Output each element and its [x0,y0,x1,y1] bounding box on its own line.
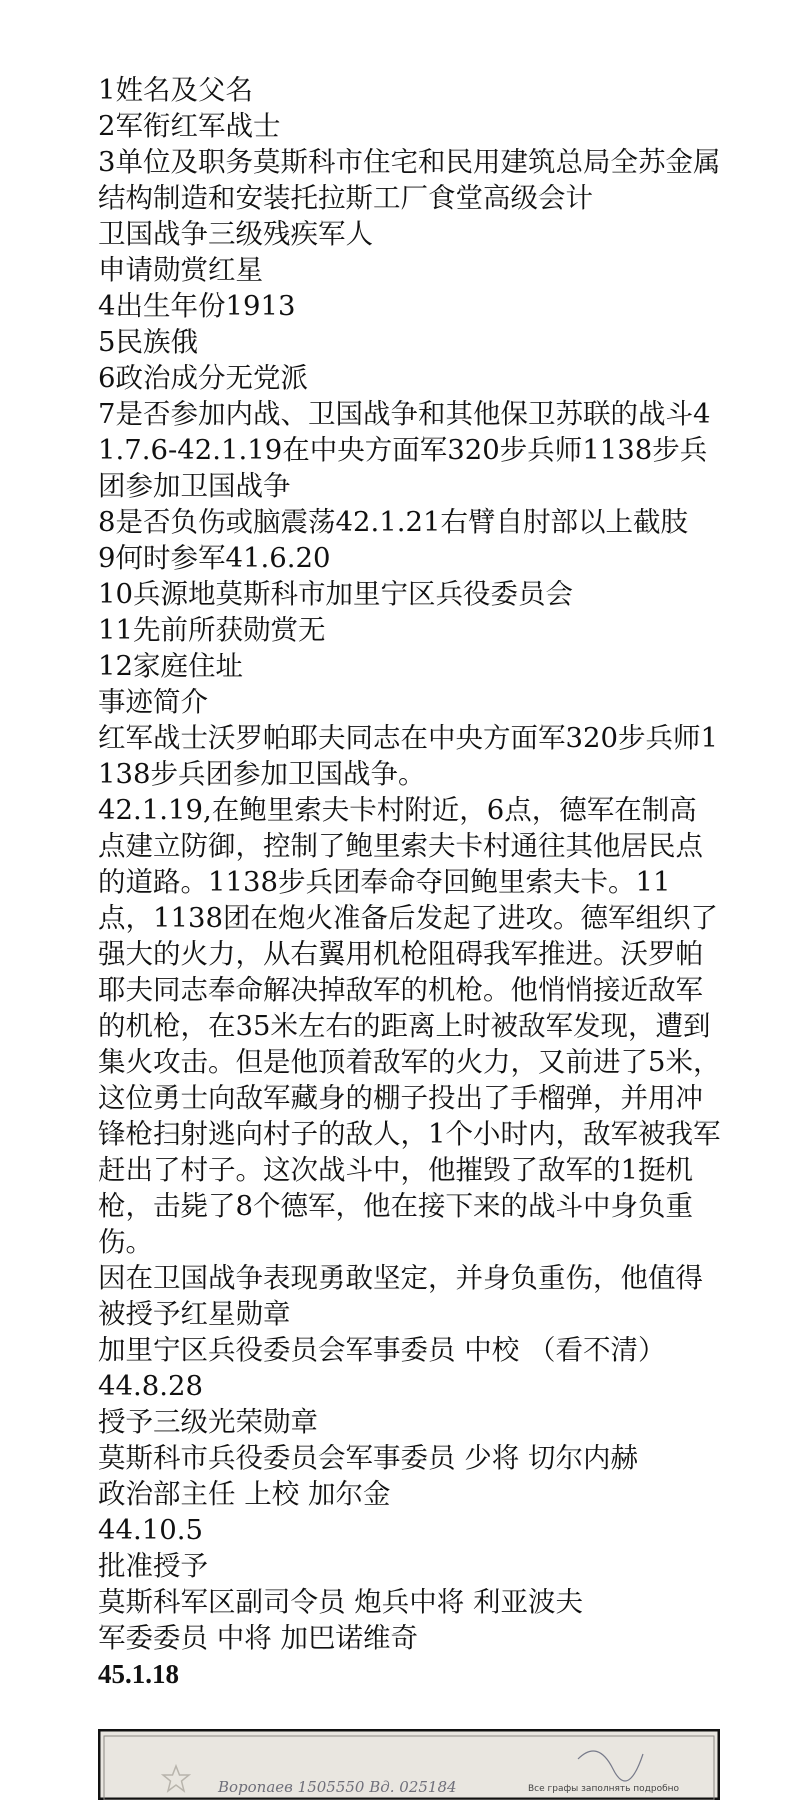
award-request-line: 申请勋赏红星 [98,254,263,286]
field-3-unit-position: 3单位及职务莫斯科市住宅和民用建筑总局全苏金属结构制造和安装托拉斯工厂食堂高级会计 [98,146,721,214]
summary-intro: 红军战士沃罗帕耶夫同志在中央方面军320步兵师1138步兵团参加卫国战争。 [98,722,718,790]
field-8-wounds: 8是否负伤或脑震荡42.1.21右臂自肘部以上截肢 [98,506,688,538]
scanned-award-sheet-image [98,1729,720,1800]
disability-line: 卫国战争三级残疾军人 [98,218,373,250]
field-1-name: 1姓名及父名 [98,74,253,106]
summary-heading: 事迹简介 [98,686,208,718]
field-6-party: 6政治成分无党派 [98,362,308,394]
field-7-combat-participation: 7是否参加内战、卫国战争和其他保卫苏联的战斗41.7.6-42.1.19在中央方面军320步兵师1138步兵团参加卫国战争 [98,398,711,502]
field-2-rank: 2军衔红军战士 [98,110,281,142]
scan-svg [98,1729,720,1800]
date-1: 44.8.28 [98,1370,203,1402]
award-document-text [98,72,724,1692]
signature-military-council: 军委委员 中将 加巴诺维奇 [98,1622,418,1654]
signature-district-commissar: 加里宁区兵役委员会军事委员 中校 （看不清） [98,1334,666,1366]
signature-political-chief: 政治部主任 上校 加尔金 [98,1478,391,1510]
summary-conclusion: 因在卫国战争表现勇敢坚定，并身负重伤，他值得被授予红星勋章 [98,1262,703,1330]
field-5-nationality: 5民族俄 [98,326,198,358]
summary-body: 42.1.19,在鲍里索夫卡村附近，6点，德军在制高点建立防御，控制了鲍里索夫卡村通往其他居民点的道路。1138步兵团奉命夺回鲍里索夫卡。11点，1138团在炮火准备后发起了进攻。德军组织了强大的火力，从右翼用机枪阻碍我军推进。沃罗帕耶夫同志奉命解决掉敌军的机枪。他悄悄接近敌军的机枪，在35米左右的距离上时被敌军发现，遭到集火攻击。但是他顶着敌军的火力，又前进了5米，这位勇士向敌军藏身的棚子投出了手榴弹，并用冲锋枪扫射逃向村子的敌人，1个小时内，敌军被我军赶出了村子。这次战斗中，他摧毁了敌军的1挺机枪，击毙了8个德军，他在接下来的战斗中身负重伤。 [98,794,721,1258]
field-11-previous-awards: 11先前所获勋赏无 [98,614,326,646]
date-2: 44.10.5 [98,1514,203,1546]
scan-printed-note: Все графы заполнять подробно [528,1784,680,1794]
signature-city-commissar: 莫斯科市兵役委员会军事委员 少将 切尔内赫 [98,1442,638,1474]
field-10-draft-office: 10兵源地莫斯科市加里宁区兵役委员会 [98,578,573,610]
signature-deputy-commander: 莫斯科军区副司令员 炮兵中将 利亚波夫 [98,1586,583,1618]
scan-handwriting: Воропаев 1505550 Вд. 025184 [218,1778,457,1796]
field-12-home-address: 12家庭住址 [98,650,243,682]
field-4-birth-year: 4出生年份1913 [98,290,296,322]
final-date: 45.1.18 [98,1659,179,1689]
award-decision-2: 批准授予 [98,1550,208,1582]
award-decision-1: 授予三级光荣勋章 [98,1406,318,1438]
field-9-enlistment-date: 9何时参军41.6.20 [98,542,331,574]
